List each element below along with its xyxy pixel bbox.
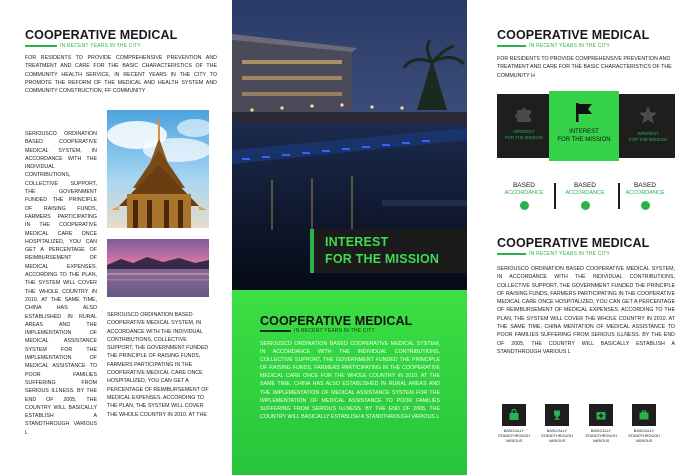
mission-tile-highlight bbox=[549, 91, 619, 161]
feature-label-line: STANDTHROUGH bbox=[628, 434, 660, 438]
tile-label-1: INTEREST bbox=[569, 129, 599, 135]
title-accent-line bbox=[497, 45, 526, 47]
mission-tiles bbox=[497, 94, 675, 158]
mission-tile bbox=[501, 104, 547, 140]
panel3-subtitle: IN RECENT YEARS IN THE CITY bbox=[529, 43, 610, 49]
feature-label bbox=[626, 429, 662, 444]
panel2-body: SERIOUSCO ORDINATION BASED COOPERATIVE MEDICAL SYSTEM, IN ACCORDANCE WITH THE INDIVIDUAL CONTRIBUTIONS, COLLECTIVE SUPPORT, THE GOVERNMENT FUNDED THE PRINCIPLE OF RAISING FUNDS, FARMERS PARTICIPATING IN THE COOPERATIVE MEDICAL CARE ONCE FOR THE WHOLE COUNTRY IN 2010. AT THE SAME TIME, CHINA HAS ALSO ESTABLISHED IN RURAL AREAS AND THE IMPLEMENTATION OF MEDICAL ASSISTANCE SYSTEM FOR THE IMPLEMENTATION OF MEDICAL ASSISTANCE TO POOR FAMILIES SUFFERING FROM SERIOUS ILLNESS. BY THE END OF 2005, THE COUNTRY WILL BASICALLY ESTABLISH A STANDTHROUGH VARIOUS L bbox=[260, 341, 440, 420]
panel3-intro: FOR RESIDENTS TO PROVIDE COMPREHENSIVE PREVENTION AND TREATMENT AND CARE FOR THE BASIC CHARACTERISTICS OF THE COMMUNITY H bbox=[497, 56, 672, 79]
accordance-label: ACCORDANCE bbox=[504, 190, 544, 196]
feature-label-line: BASICALLY bbox=[546, 429, 568, 433]
star-icon bbox=[625, 104, 671, 131]
feature-label-line: VARIOUS bbox=[592, 439, 610, 443]
panel3-title: COOPERATIVE MEDICAL bbox=[497, 28, 650, 42]
briefcase-icon bbox=[632, 404, 656, 426]
feature-label-line: STANDTHROUGH bbox=[585, 434, 617, 438]
temple-photo bbox=[107, 110, 209, 228]
lake-sunset-photo bbox=[107, 239, 209, 297]
feature-label-line: BASICALLY bbox=[590, 429, 612, 433]
panel1-subtitle: IN RECENT YEARS IN THE CITY bbox=[60, 43, 141, 49]
panel1-title: COOPERATIVE MEDICAL bbox=[25, 28, 178, 42]
feature-label-line: VARIOUS bbox=[635, 439, 653, 443]
panel2-title: COOPERATIVE MEDICAL bbox=[260, 314, 413, 328]
feature-icon-item bbox=[583, 404, 619, 444]
based-label: BASED bbox=[633, 182, 657, 189]
feature-label bbox=[539, 429, 575, 444]
based-label: BASED bbox=[573, 182, 597, 189]
feature-label-line: VARIOUS bbox=[505, 439, 523, 443]
puzzle-icon bbox=[501, 104, 547, 129]
accordance-label: ACCORDANCE bbox=[625, 190, 665, 196]
title-accent-line bbox=[25, 45, 57, 47]
panel1-intro: FOR RESIDENTS TO PROVIDE COMPREHENSIVE PREVENTION AND TREATMENT AND CARE FOR THE BASIC CHARACTERISTICS OF THE COMMUNITY HEALTH SERVICE, IN RECENT YEARS IN THE CITY TO PROMOTE THE REFORM OF THE MEDICAL AND HEALTH SYSTEM AND COMMUNITY CONSTRUCTION, FF COMMUNITY bbox=[25, 55, 217, 95]
panel2-subtitle: IN RECENT YEARS IN THE CITY bbox=[294, 328, 375, 334]
panel-middle bbox=[232, 0, 467, 475]
green-dot bbox=[641, 201, 650, 210]
panel1-column-left: SERIOUSCO ORDINATION BASED COOPERATIVE MEDICAL SYSTEM, IN ACCORDANCE WITH THE INDIVIDUAL CONTRIBUTIONS, COLLECTIVE SUPPORT, THE GOVERNMENT FUNDED THE PRINCIPLE OF RAISING FUNDS, FARMERS PARTICIPATING IN THE COOPERATIVE MEDICAL CARE ONCE HOSPITALIZED, YOU CAN GET A PERCENTAGE OF REIMBURSEMENT OF MEDICAL EXPENSES. ACCORDING TO THE PLAN, THE SYSTEM WILL COVER THE WHOLE COUNTRY IN 2010. AT THE SAME TIME, CHINA HAS ALSO ESTABLISHED IN RURAL AREAS AND THE IMPLEMENTATION OF MEDICAL ASSISTANCE SYSTEM FOR THE IMPLEMENTATION OF MEDICAL ASSISTANCE TO POOR FAMILIES SUFFERING FROM SERIOUS ILLNESS. BY THE END OF 2005, THE COUNTRY WILL BASICALLY ESTABLISH A STANDTHROUGH VARIOUS L bbox=[25, 131, 97, 436]
feature-label-line: STANDTHROUGH bbox=[498, 434, 530, 438]
feature-label-line: STANDTHROUGH bbox=[541, 434, 573, 438]
feature-label bbox=[583, 429, 619, 444]
tile-label-2: FOR THE MISSION bbox=[504, 134, 544, 140]
feature-icon-item bbox=[496, 404, 532, 444]
interest-banner bbox=[310, 229, 468, 273]
feature-icon-item bbox=[626, 404, 662, 444]
tile-label-1: INTEREST bbox=[637, 131, 659, 136]
feature-label-line: BASICALLY bbox=[633, 429, 655, 433]
trophy-icon bbox=[545, 404, 569, 426]
title-accent-line bbox=[497, 253, 526, 255]
based-item bbox=[620, 182, 670, 210]
tile-label-2: FOR THE MISSION bbox=[557, 136, 611, 143]
panel3-title-2: COOPERATIVE MEDICAL bbox=[497, 236, 650, 250]
panel3-subtitle-2: IN RECENT YEARS IN THE CITY bbox=[529, 251, 610, 257]
shopping-bag-icon bbox=[502, 404, 526, 426]
green-dot bbox=[581, 201, 590, 210]
panel1-column-right: SERIOUSCO ORDINATION BASED COOPERATIVE MEDICAL SYSTEM, IN ACCORDANCE WITH THE INDIVIDUAL CONTRIBUTIONS, COLLECTIVE SUPPORT, THE GOVERNMENT FUNDED THE PRINCIPLE OF RAISING FUNDS, FARMERS PARTICIPATING IN THE COOPERATIVE MEDICAL CARE ONCE HOSPITALIZED, YOU CAN GET A PERCENTAGE OF REIMBURSEMENT OF MEDICAL EXPENSES. ACCORDING TO THE PLAN, THE SYSTEM WILL COVER THE WHOLE COUNTRY IN 2010. AT THE bbox=[107, 312, 209, 418]
panel3-body: SERIOUSCO ORDINATION BASED COOPERATIVE MEDICAL SYSTEM, IN ACCORDANCE WITH THE INDIVIDUAL CONTRIBUTIONS, COLLECTIVE SUPPORT, THE GOVERNMENT FUNDED THE PRINCIPLE OF RAISING FUNDS, FARMERS PARTICIPATING IN THE COOPERATIVE MEDICAL CARE ONCE HOSPITALIZED, YOU CAN GET A PERCENTAGE OF REIMBURSEMENT OF MEDICAL EXPENSES. ACCORDING TO THE PLAN, THE SYSTEM WILL COVER THE WHOLE COUNTRY IN 2010. AT THE SAME TIME, CHINA MENTATION OF MEDICAL ASSISTANCE TO POOR FAMILIES SUFFERING FROM SERIOUS ILLNESS. BY THE END OF 2005, THE COUNTRY WILL BASICALLY ESTABLISH A STANDTHROUGH VARIOUS L bbox=[497, 266, 675, 355]
medical-cross-icon bbox=[589, 404, 613, 426]
accordance-label: ACCORDANCE bbox=[565, 190, 605, 196]
based-item bbox=[499, 182, 549, 210]
feature-icon-item bbox=[539, 404, 575, 444]
feature-label bbox=[496, 429, 532, 444]
interest-banner-text bbox=[325, 234, 439, 268]
separator bbox=[554, 183, 556, 209]
panel-right bbox=[467, 0, 700, 475]
green-dot bbox=[520, 201, 529, 210]
feature-label-line: BASICALLY bbox=[503, 429, 525, 433]
title-accent-line bbox=[260, 330, 291, 332]
based-label: BASED bbox=[512, 182, 536, 189]
interest-line-1: INTEREST bbox=[325, 235, 389, 249]
tile-label-2: FOR THE MISSION bbox=[628, 136, 668, 142]
based-item bbox=[560, 182, 610, 210]
feature-label-line: VARIOUS bbox=[548, 439, 566, 443]
mission-tile bbox=[625, 104, 671, 142]
interest-line-2: FOR THE MISSION bbox=[325, 252, 440, 266]
flag-icon bbox=[549, 100, 619, 129]
panel-left bbox=[0, 0, 232, 475]
tile-label-1: INTEREST bbox=[513, 129, 535, 134]
